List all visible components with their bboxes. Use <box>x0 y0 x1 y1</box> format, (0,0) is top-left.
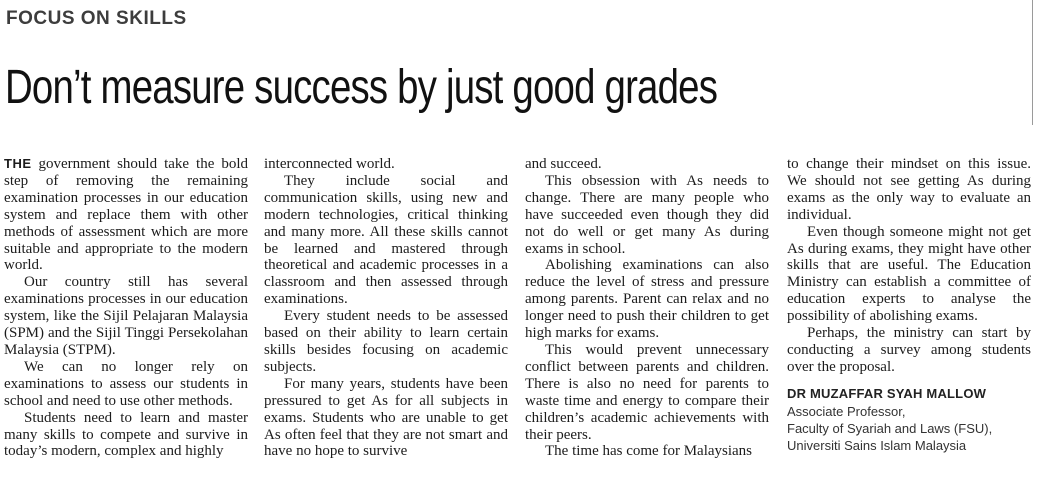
article-paragraph: Students need to learn and master many skills to compete and survive in today’s modern, complex and highly <box>4 409 248 460</box>
byline-name: DR MUZAFFAR SYAH MALLOW <box>787 385 987 401</box>
article-paragraph: The time has come for Malaysians <box>545 443 753 460</box>
right-rule <box>1032 0 1033 125</box>
article-column-3 <box>525 156 769 460</box>
article-paragraph: Our country still has several examinations processes in our education system, like the Sijil Pelajaran Malaysia (SPM) and the Sijil Tinggi Persekolahan Malaysia (STPM). <box>4 274 248 358</box>
article-paragraph-continued: interconnected world. <box>264 156 395 172</box>
kicker: FOCUS ON SKILLS <box>6 8 187 29</box>
paragraph-text: government should take the bold step of removing the remaining examination processes in our education system and replace them with other methods of assessment which are more suitable and appropriate to the modern world. <box>4 156 248 274</box>
article-paragraph: Perhaps, the ministry can start by conducting a survey among students over the proposal. <box>787 325 1031 375</box>
article-paragraph: Abolishing examinations can also reduce the level of stress and pressure among parents. Parent can relax and no longer need to push their children to get high marks for exams. <box>525 257 769 342</box>
lead-word: THE <box>4 156 32 171</box>
article-paragraph: Even though someone might not get As during exams, they might have other skills that are useful. The Education Ministry can establish a committee of education experts to analyse the possibility of abolishing exams. <box>787 223 1031 325</box>
article-paragraph: We can no longer rely on examinations to assess our students in school and need to use other methods. <box>4 358 248 409</box>
headline: Don’t measure success by just good grades <box>5 61 718 114</box>
article-paragraph: Every student needs to be assessed based on their ability to learn certain skills besides focusing on academic subjects. <box>264 308 508 375</box>
article-column-4 <box>787 156 1031 454</box>
byline-faculty: Faculty of Syariah and Laws (FSU), <box>787 420 993 436</box>
article-paragraph <box>4 156 248 274</box>
article-column-1 <box>4 156 248 460</box>
article-paragraph-continued: and succeed. <box>525 156 602 172</box>
article-paragraph: This obsession with As needs to change. There are many people who have succeeded even though they did not do well or get many As during exams in school. <box>525 172 769 257</box>
byline-title: Associate Professor, <box>787 403 906 419</box>
article-paragraph-continued: to change their mindset on this issue. We should not see getting As during exams as the only way to evaluate an individual. <box>787 156 1031 223</box>
byline-university: Universiti Sains Islam Malaysia <box>787 437 967 453</box>
article-paragraph: For many years, students have been pressured to get As for all subjects in exams. Students who are unable to get As often feel that they are not smart and have no hope to survive <box>264 375 508 460</box>
article-paragraph: They include social and communication skills, using new and modern technologies, critical thinking and many more. All these skills cannot be learned and mastered through theoretical and academic processes in a classroom and then assessed through examinations. <box>264 172 508 308</box>
article-paragraph: This would prevent unnecessary conflict between parents and children. There is also no need for parents to waste time and energy to compare their children’s academic achievements with their peers. <box>525 341 769 443</box>
article-column-2 <box>264 156 508 460</box>
